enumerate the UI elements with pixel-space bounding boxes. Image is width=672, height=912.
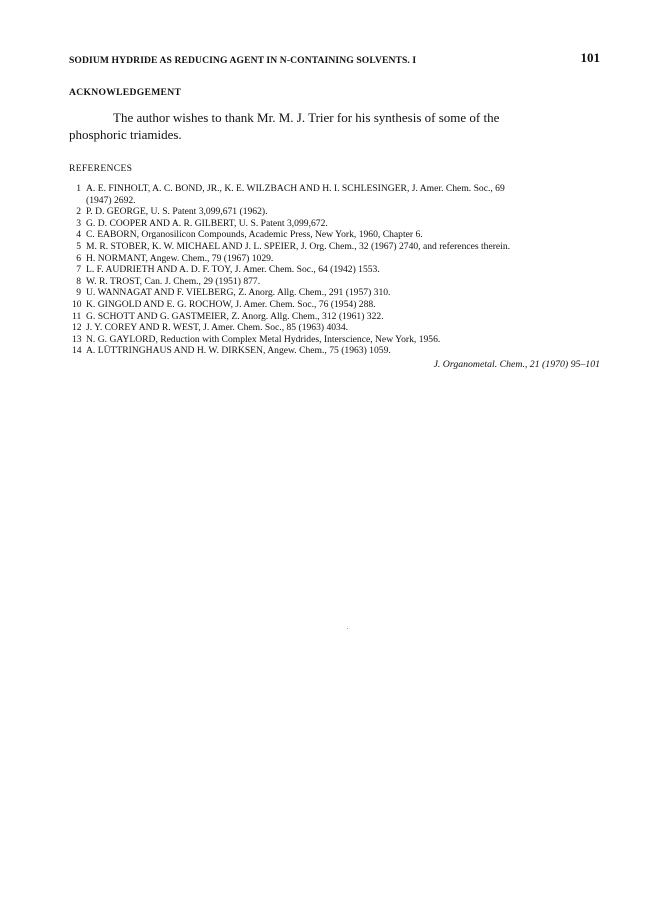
reference-text: L. F. AUDRIETH AND A. D. F. TOY, J. Amer. Chem. Soc., 64 (1942) 1553. bbox=[86, 264, 380, 276]
reference-item bbox=[72, 183, 602, 206]
references-heading: REFERENCES bbox=[69, 163, 133, 174]
reference-item bbox=[72, 241, 602, 253]
reference-text: G. D. COOPER AND A. R. GILBERT, U. S. Patent 3,099,672. bbox=[86, 217, 328, 229]
reference-text: H. NORMANT, Angew. Chem., 79 (1967) 1029. bbox=[86, 252, 274, 264]
reference-text: K. GINGOLD AND E. G. ROCHOW, J. Amer. Chem. Soc., 76 (1954) 288. bbox=[86, 298, 376, 310]
reference-text: J. Y. COREY AND R. WEST, J. Amer. Chem. Soc., 85 (1963) 4034. bbox=[86, 322, 349, 334]
reference-item bbox=[72, 206, 602, 218]
reference-text: P. D. GEORGE, U. S. Patent 3,099,671 (1962). bbox=[86, 206, 268, 218]
reference-number: 10 bbox=[72, 298, 82, 310]
reference-number: 13 bbox=[72, 333, 82, 345]
reference-text: N. G. GAYLORD, Reduction with Complex Metal Hydrides, Interscience, New York, 1956. bbox=[86, 333, 441, 345]
acknowledgement-line: The author wishes to thank Mr. M. J. Trier for his synthesis of some of the bbox=[113, 110, 500, 125]
reference-number: 2 bbox=[76, 206, 81, 218]
reference-number: 8 bbox=[76, 275, 81, 287]
reference-number: 1 bbox=[76, 183, 81, 194]
page-number: 101 bbox=[580, 50, 600, 65]
reference-text: G. SCHOTT AND G. GASTMEIER, Z. Anorg. Allg. Chem., 312 (1961) 322. bbox=[86, 310, 384, 322]
acknowledgement-heading: ACKNOWLEDGEMENT bbox=[69, 87, 182, 98]
reference-text: M. R. STOBER, K. W. MICHAEL AND J. L. SPEIER, J. Org. Chem., 32 (1967) 2740, and references therein. bbox=[86, 240, 511, 252]
reference-number: 7 bbox=[76, 264, 81, 276]
reference-item bbox=[72, 311, 602, 323]
reference-number: 6 bbox=[76, 252, 81, 264]
reference-text: U. WANNAGAT AND F. VIELBERG, Z. Anorg. Allg. Chem., 291 (1957) 310. bbox=[86, 287, 391, 299]
reference-list bbox=[72, 183, 602, 357]
reference-number: 14 bbox=[72, 345, 82, 357]
reference-item bbox=[72, 253, 602, 265]
reference-item bbox=[72, 299, 602, 311]
journal-citation: J. Organometal. Chem., 21 (1970) 95–101 bbox=[433, 359, 600, 370]
reference-item bbox=[72, 218, 602, 230]
reference-number: 12 bbox=[72, 322, 82, 334]
reference-text: W. R. TROST, Can. J. Chem., 29 (1951) 877. bbox=[86, 275, 261, 287]
reference-item bbox=[72, 229, 602, 241]
reference-text-continuation: (1947) 2692. bbox=[86, 194, 136, 206]
reference-number: 9 bbox=[76, 287, 81, 299]
running-head bbox=[69, 50, 603, 70]
acknowledgement-line: phosphoric triamides. bbox=[69, 127, 182, 142]
paper-speck bbox=[347, 628, 348, 629]
reference-item bbox=[72, 322, 602, 334]
reference-number: 11 bbox=[72, 310, 82, 322]
reference-text: A. LÜTTRINGHAUS AND H. W. DIRKSEN, Angew. Chem., 75 (1963) 1059. bbox=[86, 345, 391, 357]
reference-item bbox=[72, 264, 602, 276]
acknowledgement-paragraph bbox=[69, 109, 601, 143]
reference-number: 5 bbox=[76, 240, 81, 252]
reference-item bbox=[72, 276, 602, 288]
reference-number: 4 bbox=[76, 229, 81, 241]
reference-number: 3 bbox=[76, 217, 81, 229]
reference-text: C. EABORN, Organosilicon Compounds, Academic Press, New York, 1960, Chapter 6. bbox=[86, 229, 423, 241]
reference-text: A. E. FINHOLT, A. C. BOND, JR., K. E. WILZBACH AND H. I. SCHLESINGER, J. Amer. Chem. Soc., 69 bbox=[86, 183, 505, 194]
running-title: SODIUM HYDRIDE AS REDUCING AGENT IN N-CONTAINING SOLVENTS. I bbox=[69, 55, 417, 66]
reference-item bbox=[72, 334, 602, 346]
reference-item bbox=[72, 345, 602, 357]
reference-item bbox=[72, 287, 602, 299]
